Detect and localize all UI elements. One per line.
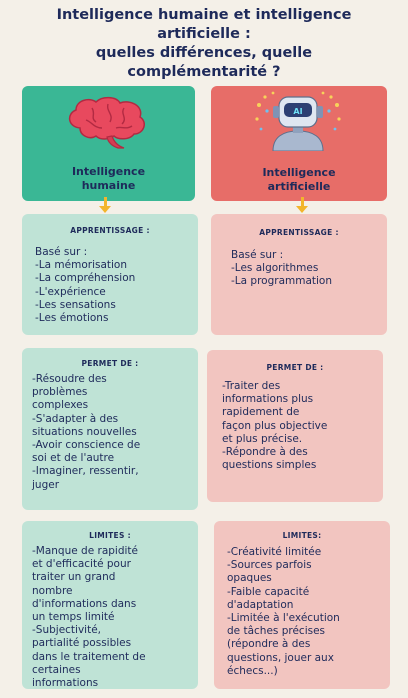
text-line: -Traiter des <box>222 380 281 392</box>
label-humaine-line-2: humaine <box>81 179 136 192</box>
text-line: et d'efficacité pour <box>32 558 131 571</box>
text-line: questions, jouer aux <box>227 651 334 664</box>
svg-text:AI: AI <box>293 107 303 116</box>
card-limites-humaine <box>22 521 198 689</box>
section-title: PERMET DE : <box>81 359 139 368</box>
text-line: d'adaptation <box>227 598 294 611</box>
text-line: soi et de l'autre <box>32 452 115 465</box>
brain-icon <box>62 94 152 152</box>
text-line: dans le traitement de <box>32 650 146 663</box>
text-line: -Sources parfois <box>227 559 312 572</box>
section-title: APPRENTISSAGE : <box>70 226 150 235</box>
text-line: partialité possibles <box>32 637 132 650</box>
text-line: -Résoudre des <box>32 373 107 385</box>
text-line: -Imaginer, ressentir, <box>32 465 139 478</box>
robot-ai-icon <box>253 91 343 151</box>
title-line-1: Intelligence humaine et intelligence <box>56 7 352 23</box>
text-line: nombre <box>32 584 73 597</box>
text-line: -Manque de rapidité <box>32 545 139 557</box>
text-line: juger <box>32 478 60 491</box>
card-apprentissage-artificielle <box>211 214 387 335</box>
text-line: -Subjectivité, <box>32 624 102 637</box>
text-line: -Limitée à l'exécution <box>227 612 340 625</box>
text-line: -Avoir conscience de <box>32 439 141 452</box>
header-card-artificielle <box>211 86 387 201</box>
list-item: -La programmation <box>231 275 333 288</box>
label-artificielle-line-1: Intelligence <box>262 166 336 179</box>
list-item: -Les émotions <box>35 312 109 325</box>
text-line: façon plus objective <box>222 419 328 432</box>
list-item: -La mémorisation <box>35 259 128 272</box>
card-permet-artificielle <box>207 350 383 502</box>
text-line: -Faible capacité <box>227 585 310 598</box>
text-line: et plus précise. <box>222 432 303 445</box>
text-line: d'informations dans <box>32 597 137 610</box>
text-line: échecs...) <box>227 664 278 677</box>
section-title: LIMITES: <box>282 531 322 540</box>
text-line: certaines <box>32 663 81 676</box>
text-line: -Répondre à des <box>222 446 308 459</box>
section-title: PERMET DE : <box>266 363 324 372</box>
list-item: -L'expérience <box>35 285 106 298</box>
section-title: LIMITES : <box>89 531 131 540</box>
intro-text: Basé sur : <box>231 249 284 261</box>
text-line: informations <box>32 677 99 690</box>
text-line: un temps limité <box>32 611 115 624</box>
arrow-down-icon <box>301 197 304 209</box>
text-line: -Créativité limitée <box>227 546 322 558</box>
title-line-2: artificielle : <box>157 26 251 42</box>
text-line: informations plus <box>222 393 314 406</box>
text-line: (répondre à des <box>227 638 311 651</box>
list-item: -Les algorithmes <box>231 262 319 275</box>
text-line: problèmes <box>32 386 88 399</box>
text-line: -S'adapter à des <box>32 412 119 425</box>
list-item: -Les sensations <box>35 298 116 311</box>
page-title <box>0 6 408 82</box>
section-title: APPRENTISSAGE : <box>259 228 339 237</box>
title-line-4: complémentarité ? <box>127 64 281 80</box>
list-item: -La compréhension <box>35 272 136 285</box>
label-humaine-line-1: Intelligence <box>71 165 146 178</box>
arrow-down-icon <box>104 197 107 209</box>
text-line: complexes <box>32 399 89 412</box>
text-line: de tâches précises <box>227 625 326 638</box>
header-card-humaine <box>22 86 195 201</box>
title-line-3: quelles différences, quelle <box>95 45 313 61</box>
text-line: questions simples <box>222 459 317 472</box>
intro-text: Basé sur : <box>35 246 88 258</box>
label-artificielle-line-2: artificielle <box>267 180 331 193</box>
text-line: opaques <box>227 572 272 585</box>
text-line: rapidement de <box>222 406 300 419</box>
text-line: traiter un grand <box>32 571 116 584</box>
text-line: situations nouvelles <box>32 425 137 438</box>
card-permet-humaine <box>22 348 198 510</box>
card-limites-artificielle <box>214 521 390 689</box>
card-apprentissage-humaine <box>22 214 198 335</box>
